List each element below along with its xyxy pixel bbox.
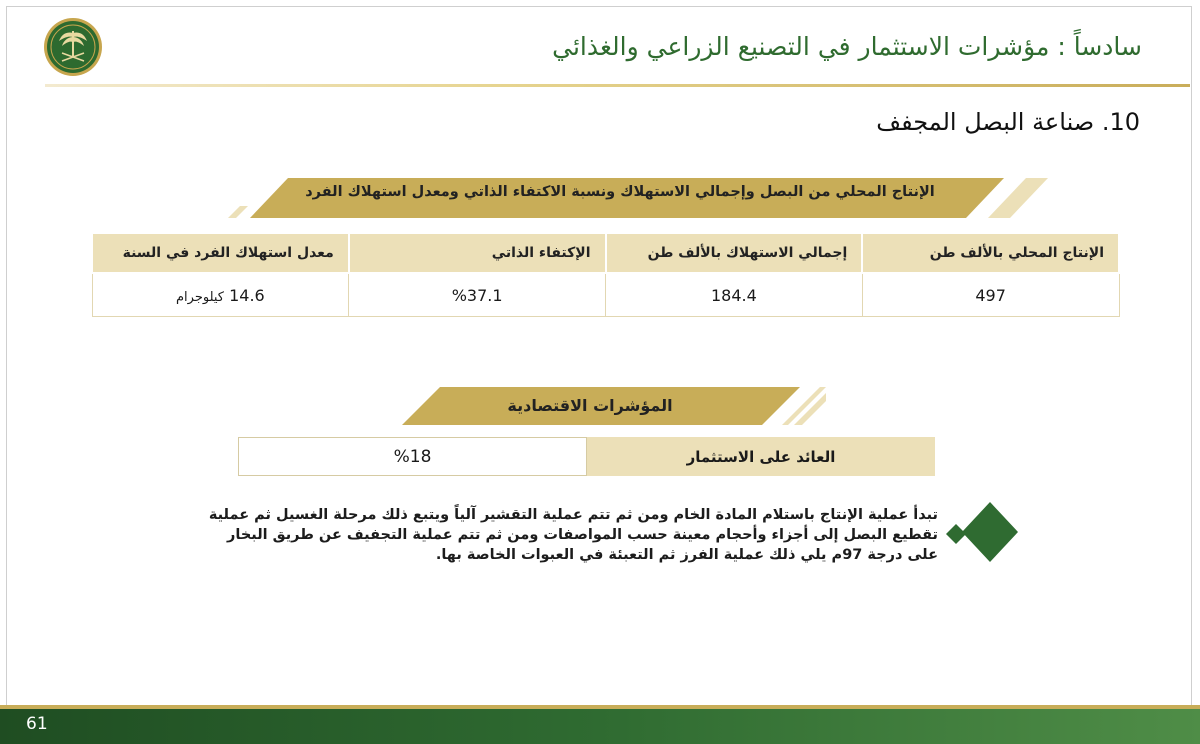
cell-production: 497 [862, 273, 1119, 317]
roi-value: %18 [238, 437, 587, 476]
footer-bar [0, 705, 1200, 744]
header-consumption: إجمالي الاستهلاك بالألف طن [606, 233, 863, 273]
page-title: سادساً : مؤشرات الاستثمار في التصنيع الزراعي والغذائي [552, 32, 1142, 61]
header-self-sufficiency: الإكتفاء الذاتي [349, 233, 606, 273]
roi-row [238, 437, 935, 476]
header-per-capita: معدل استهلاك الفرد في السنة [92, 233, 349, 273]
banner-indicators-title: المؤشرات الاقتصادية [507, 396, 673, 415]
roi-label: العائد على الاستثمار [587, 437, 935, 476]
per-capita-unit: كيلوجرام [176, 289, 225, 305]
section-title: 10. صناعة البصل المجفف [876, 108, 1140, 136]
per-capita-value: 14.6 [229, 285, 265, 305]
header-divider [45, 84, 1190, 87]
cell-consumption: 184.4 [606, 273, 863, 317]
process-description: تبدأ عملية الإنتاج باستلام المادة الخام ومن ثم تتم عملية التقشير آلياً ويتبع ذلك مرحلة الغسيل ثم عملية تقطيع البصل إلى أجزاء وأحجام معينة حسب المواصفات ومن ثم تتم عملية التجفيف عن طريق البخار على درجة 97م يلي ذلك عملية الفرز ثم التعبئة في العبوات الخاصة بها. [208, 507, 938, 563]
cell-per-capita [92, 273, 349, 317]
page-number: 61 [26, 714, 48, 734]
table-row [92, 273, 1119, 317]
banner-table-title: الإنتاج المحلي من البصل وإجمالي الاستهلاك ونسبة الاكتفاء الذاتي ومعدل استهلاك الفرد [305, 184, 935, 200]
diamond-bullet-icon [942, 500, 1022, 570]
header-production: الإنتاج المحلي بالألف طن [862, 233, 1119, 273]
cell-self-sufficiency: %37.1 [349, 273, 606, 317]
ministry-logo [43, 17, 103, 77]
production-table [91, 232, 1120, 317]
